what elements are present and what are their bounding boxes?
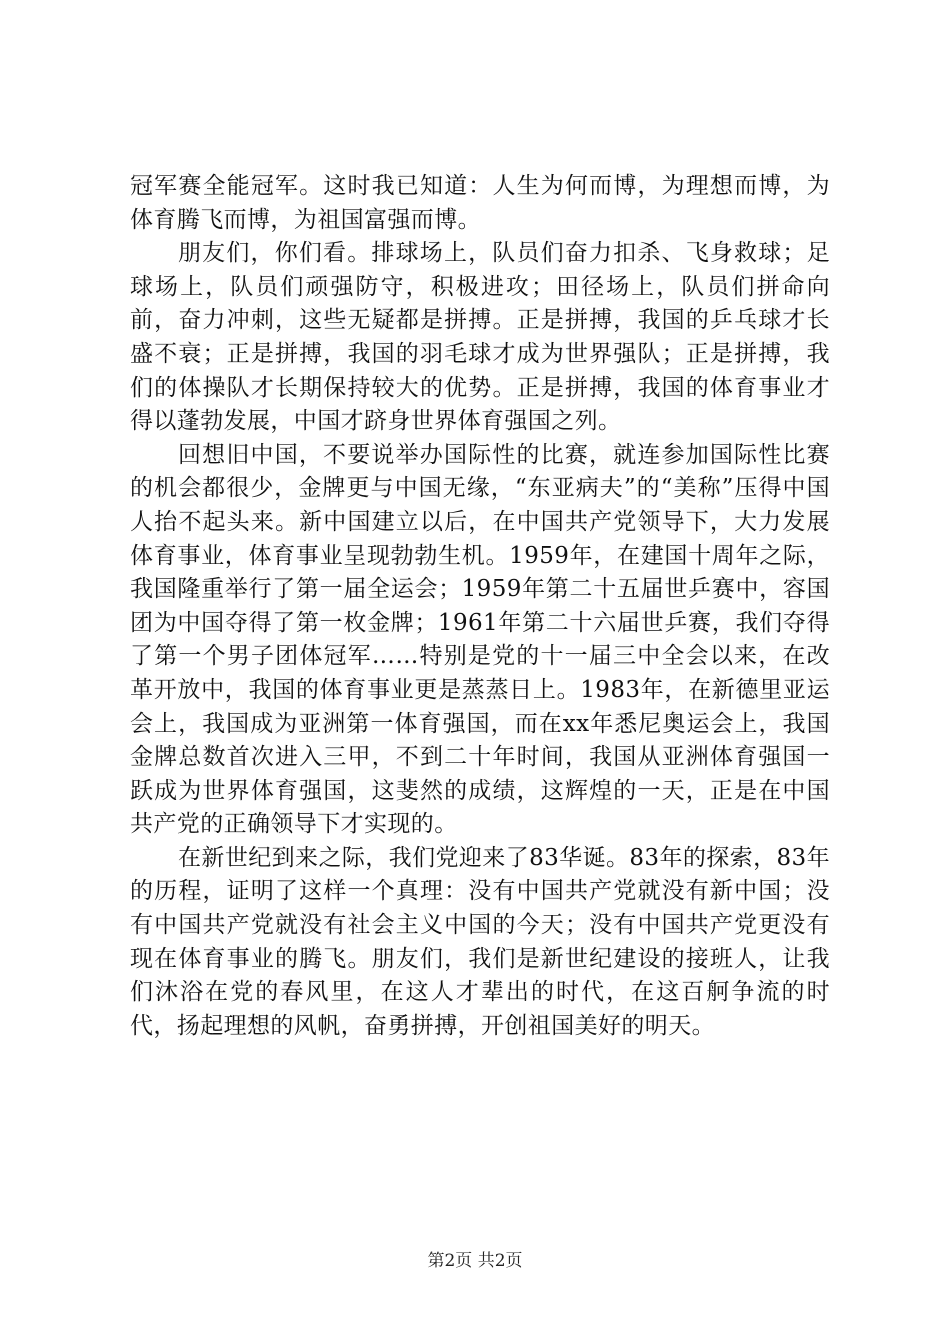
paragraph-1: 冠军赛全能冠军。这时我已知道：人生为何而博，为理想而博，为体育腾飞而博，为祖国富强而博。 xyxy=(130,173,830,233)
paragraph-2: 朋友们，你们看。排球场上，队员们奋力扣杀、飞身救球；足球场上，队员们顽强防守，积极进攻；田径场上，队员们拼命向前，奋力冲刺，这些无疑都是拼搏。正是拼搏，我国的乒乓球才长盛不衰；正是拼搏，我国的羽毛球才成为世界强队；正是拼搏，我们的体操队才长期保持较大的优势。正是拼搏，我国的体育事业才得以蓬勃发展，中国才跻身世界体育强国之列。 xyxy=(130,240,830,435)
document-body xyxy=(130,170,830,1043)
paragraph-3: 回想旧中国，不要说举办国际性的比赛，就连参加国际性比赛的机会都很少，金牌更与中国无缘，“东亚病夫”的“美称”压得中国人抬不起头来。新中国建立以后，在中国共产党领导下，大力发展体育事业，体育事业呈现勃勃生机。1959年，在建国十周年之际，我国隆重举行了第一届全运会；1959年第二十五届世乒赛中，容国团为中国夺得了第一枚金牌；1961年第二十六届世乒赛，我们夺得了第一个男子团体冠军……特别是党的十一届三中全会以来，在改革开放中，我国的体育事业更是蒸蒸日上。1983年，在新德里亚运会上，我国成为亚洲第一体育强国，而在xx年悉尼奥运会上，我国金牌总数首次进入三甲，不到二十年时间，我国从亚洲体育强国一跃成为世界体育强国，这斐然的成绩，这辉煌的一天，正是在中国共产党的正确领导下才实现的。 xyxy=(130,441,830,838)
paragraph-4: 在新世纪到来之际，我们党迎来了83华诞。83年的探索，83年的历程，证明了这样一个真理：没有中国共产党就没有新中国；没有中国共产党就没有社会主义中国的今天；没有中国共产党更没有现在体育事业的腾飞。朋友们，我们是新世纪建设的接班人，让我们沐浴在党的春风里，在这人才辈出的时代，在这百舸争流的时代，扬起理想的风帆，奋勇拼搏，开创祖国美好的明天。 xyxy=(130,844,830,1039)
page-number-footer: 第2页 共2页 xyxy=(427,1251,523,1271)
